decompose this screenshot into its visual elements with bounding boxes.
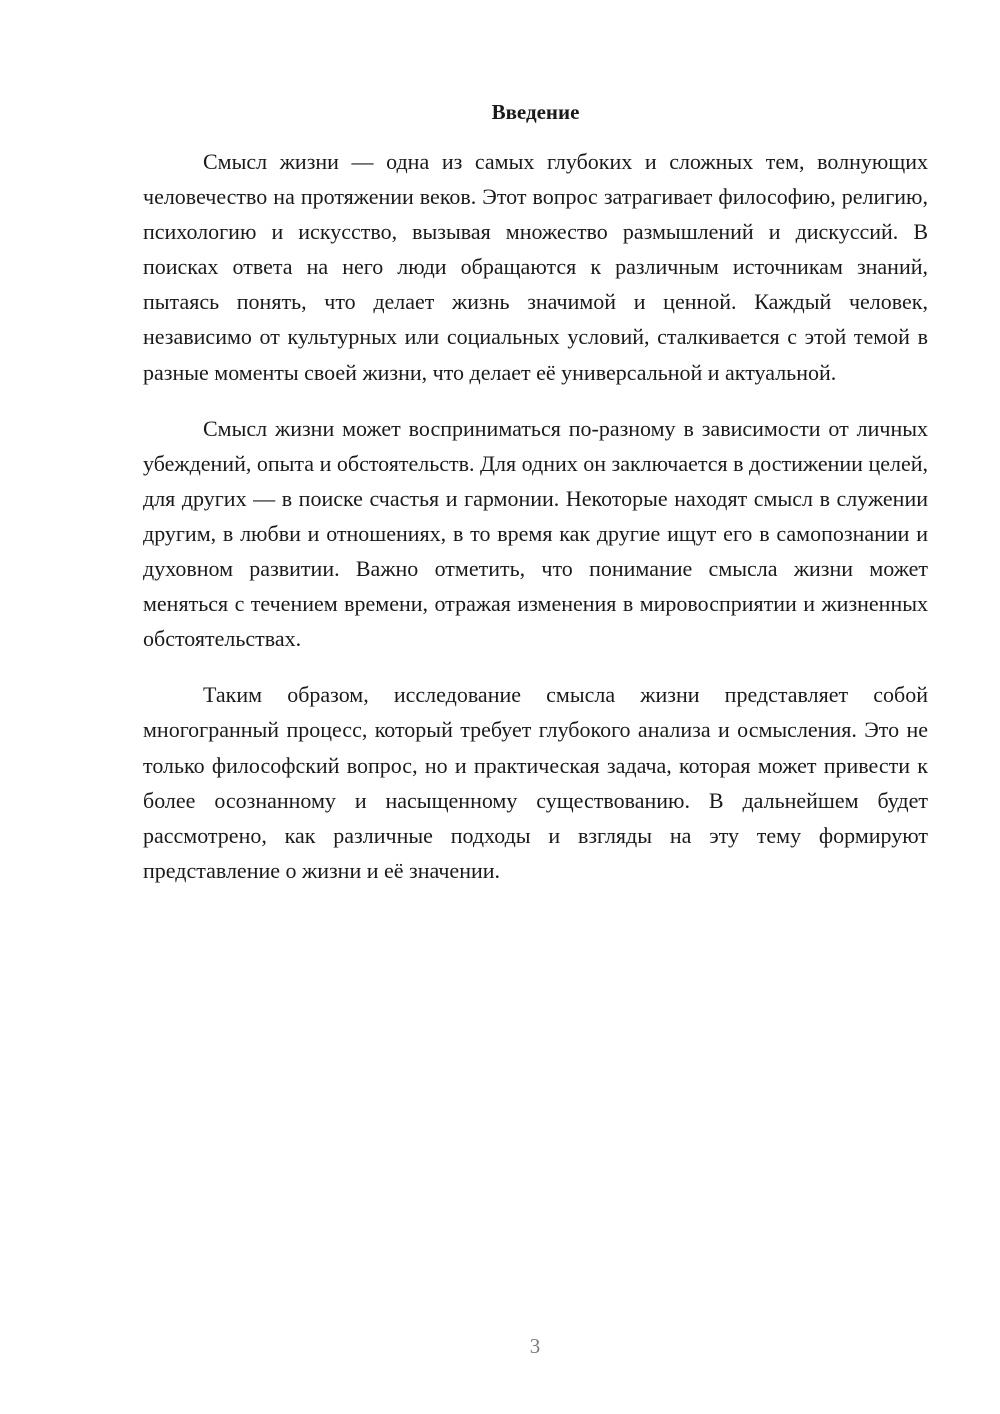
page-number: 3 xyxy=(529,1334,541,1358)
body-text xyxy=(143,144,928,909)
paragraph-2: Смысл жизни может восприниматься по-разному в зависимости от личных убеждений, опыта и обстоятельств. Для одних он заключается в достижении целей, для других — в поиске счастья и гармонии. Некоторые находят смысл в служении другим, в любви и отношениях, в то время как другие ищут его в самопознании и духовном развитии. Важно отметить, что понимание смысла жизни может меняться с течением времени, отражая изменения в мировосприятии и жизненных обстоятельствах. xyxy=(143,415,928,652)
paragraph-1: Смысл жизни — одна из самых глубоких и сложных тем, волнующих человечество на протяжении веков. Этот вопрос затрагивает философию, религию, психологию и искусство, вызывая множество размышлений и дискуссий. В поисках ответа на него люди обращаются к различным источникам знаний, пытаясь понять, что делает жизнь значимой и ценной. Каждый человек, независимо от культурных или социальных условий, сталкивается с этой темой в разные моменты своей жизни, что делает её универсальной и актуальной. xyxy=(143,149,928,385)
section-heading: Введение xyxy=(491,100,580,124)
paragraph-3: Таким образом, исследование смысла жизни представляет собой многогранный процесс, который требует глубокого анализа и осмысления. Это не только философский вопрос, но и практическая задача, которая может привести к более осознанному и насыщенному существованию. В дальнейшем будет рассмотрено, как различные подходы и взгляды на эту тему формируют представление о жизни и её значении. xyxy=(143,682,928,883)
